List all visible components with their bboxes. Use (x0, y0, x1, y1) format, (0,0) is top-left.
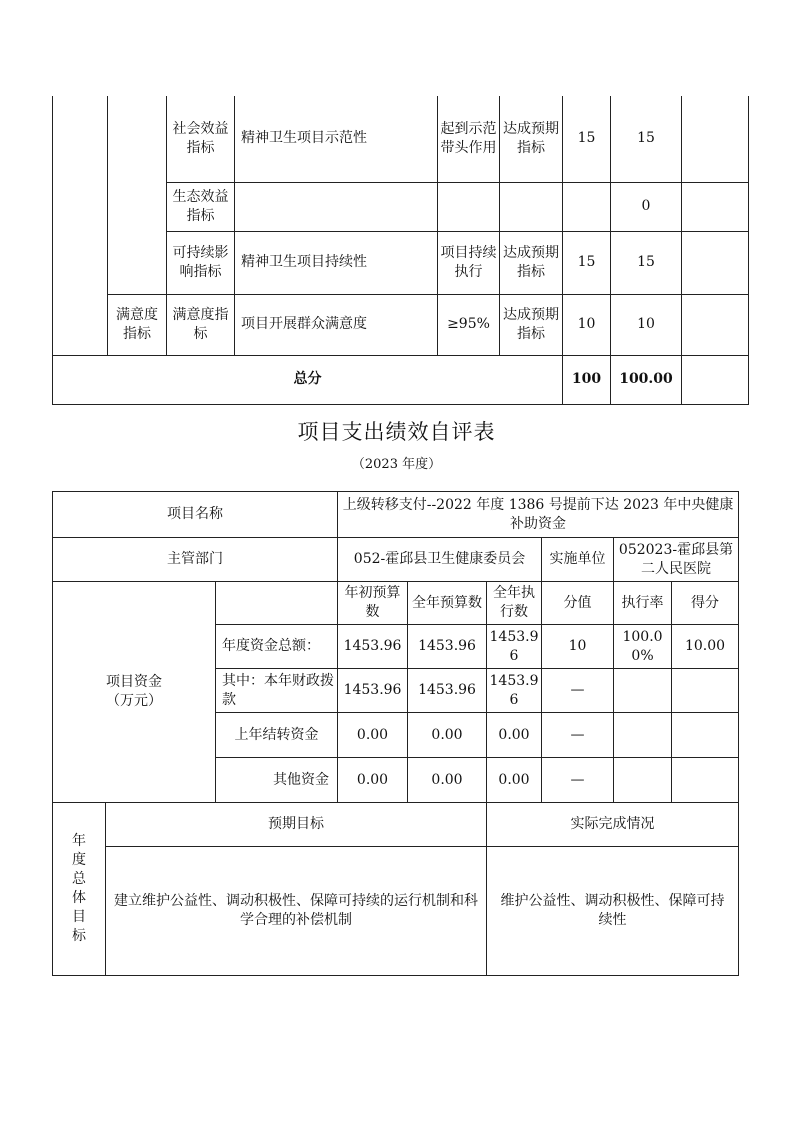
weight-cell (563, 182, 611, 231)
dept-row (53, 538, 739, 582)
indicator-cell (235, 182, 438, 231)
form-title: 项目支出绩效自评表 (297, 420, 496, 444)
actual-header: 实际完成情况 (487, 803, 739, 847)
table-row (53, 96, 749, 182)
target-cell: 起到示范带头作用 (438, 96, 500, 182)
form-year: （2023 年度） (351, 457, 442, 472)
fund-rate (614, 758, 672, 803)
header-annual: 全年预算数 (408, 582, 487, 625)
actual-cell: 达成预期指标 (500, 96, 563, 182)
fund-annual: 1453.96 (408, 625, 487, 669)
total-score: 100.00 (611, 355, 682, 404)
header-weight: 分值 (542, 582, 614, 625)
fund-label: 上年结转资金 (216, 713, 338, 758)
weight-cell: 10 (563, 294, 611, 355)
project-name-row (53, 492, 739, 538)
actual-cell (500, 182, 563, 231)
fund-weight: — (542, 669, 614, 713)
project-name-label: 项目名称 (53, 492, 338, 538)
actual-cell: 达成预期指标 (500, 231, 563, 294)
weight-cell: 15 (563, 231, 611, 294)
expected-text: 建立维护公益性、调动积极性、保障可持续的运行机制和科学合理的补偿机制 (106, 847, 487, 976)
fund-rate: 100.00% (614, 625, 672, 669)
score-cell: 10 (611, 294, 682, 355)
score-cell: 0 (611, 182, 682, 231)
dept-value: 052-霍邱县卫生健康委员会 (338, 538, 542, 582)
actual-text: 维护公益性、调动积极性、保障可持续性 (487, 847, 739, 976)
fund-executed: 1453.96 (487, 669, 542, 713)
header-rate: 执行率 (614, 582, 672, 625)
fund-label: 其中：本年财政拨款 (216, 669, 338, 713)
category-cell: 满意度指标 (167, 294, 235, 355)
header-score: 得分 (672, 582, 739, 625)
fund-weight: — (542, 758, 614, 803)
impl-value: 052023-霍邱县第二人民医院 (614, 538, 739, 582)
fund-header-row (53, 582, 739, 625)
actual-cell: 达成预期指标 (500, 294, 563, 355)
funds-label: 项目资金（万元） (53, 582, 216, 803)
indicator-cell: 项目开展群众满意度 (235, 294, 438, 355)
dept-label: 主管部门 (53, 538, 338, 582)
self-evaluation-table (52, 491, 739, 976)
fund-executed: 0.00 (487, 758, 542, 803)
total-row (53, 355, 749, 404)
target-cell: ≥95% (438, 294, 500, 355)
fund-annual: 0.00 (408, 713, 487, 758)
category-cell: 可持续影响指标 (167, 231, 235, 294)
fund-score: 10.00 (672, 625, 739, 669)
fund-initial: 1453.96 (338, 669, 408, 713)
goal-content-row (53, 847, 739, 976)
indicator-cell: 精神卫生项目持续性 (235, 231, 438, 294)
project-name-value: 上级转移支付--2022 年度 1386 号提前下达 2023 年中央健康补助资金 (338, 492, 739, 538)
goal-header-row (53, 803, 739, 847)
fund-annual: 1453.96 (408, 669, 487, 713)
total-weight: 100 (563, 355, 611, 404)
score-cell: 15 (611, 96, 682, 182)
impl-label: 实施单位 (542, 538, 614, 582)
category-cell: 生态效益指标 (167, 182, 235, 231)
indicator-cell: 精神卫生项目示范性 (235, 96, 438, 182)
fund-initial: 0.00 (338, 713, 408, 758)
level2-cell: 满意度指标 (108, 294, 167, 355)
category-cell: 社会效益指标 (167, 96, 235, 182)
fund-label: 年度资金总额： (216, 625, 338, 669)
weight-cell: 15 (563, 96, 611, 182)
header-executed: 全年执行数 (487, 582, 542, 625)
fund-score (672, 758, 739, 803)
fund-label: 其他资金 (216, 758, 338, 803)
header-initial: 年初预算数 (338, 582, 408, 625)
goal-label: 年度总体目标 (53, 803, 106, 976)
top-indicator-table (52, 96, 749, 405)
expected-header: 预期目标 (106, 803, 487, 847)
target-cell: 项目持续执行 (438, 231, 500, 294)
target-cell (438, 182, 500, 231)
fund-initial: 0.00 (338, 758, 408, 803)
fund-rate (614, 669, 672, 713)
total-label: 总分 (53, 355, 563, 404)
fund-initial: 1453.96 (338, 625, 408, 669)
score-cell: 15 (611, 231, 682, 294)
table-row (53, 294, 749, 355)
fund-annual: 0.00 (408, 758, 487, 803)
fund-score (672, 669, 739, 713)
fund-weight: 10 (542, 625, 614, 669)
fund-rate (614, 713, 672, 758)
fund-executed: 0.00 (487, 713, 542, 758)
fund-executed: 1453.96 (487, 625, 542, 669)
fund-score (672, 713, 739, 758)
fund-weight: — (542, 713, 614, 758)
